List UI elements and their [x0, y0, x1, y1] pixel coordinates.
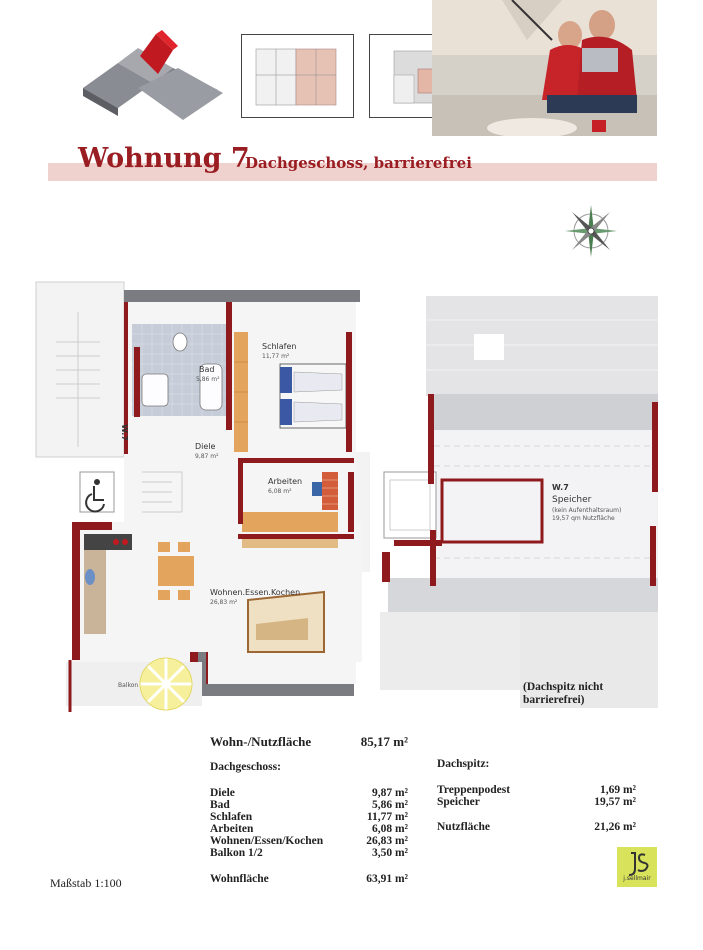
room-label-wohnen: Wohnen.Essen.Kochen — [210, 588, 301, 597]
dg-row-value: 26,83 m² — [366, 835, 408, 847]
ds-row-label: Treppenpodest — [437, 784, 511, 796]
attic-area: 19,57 qm Nutzfläche — [552, 515, 615, 522]
room-label-schlafen: Schlafen — [262, 342, 297, 351]
dg-row-label: Wohnen/Essen/Kochen — [210, 835, 324, 847]
page-subtitle: Dachgeschoss, barrierefrei — [245, 154, 472, 172]
attic-note: (kein Aufenthaltsraum) — [552, 507, 622, 514]
wohnflaeche-value: 63,91 m² — [366, 873, 408, 885]
scale-label: Maßstab 1:100 — [50, 876, 122, 890]
ds-row-value: 19,57 m² — [594, 796, 636, 808]
attic-room: Speicher — [552, 495, 592, 505]
dg-row-label: Diele — [210, 787, 235, 799]
room-label-arbeiten: Arbeiten — [268, 477, 303, 486]
logo-text: j.sellmair — [623, 875, 651, 882]
page-title: Wohnung 7 — [78, 143, 250, 174]
dg-row-label: Balkon 1/2 — [210, 847, 263, 859]
dg-row-value: 3,50 m² — [371, 847, 408, 859]
ds-heading: Dachspitz: — [437, 758, 490, 770]
ds-row-label: Speicher — [437, 796, 480, 808]
unit-tag: W.7 — [119, 424, 129, 441]
attic-unit: W.7 — [552, 483, 569, 492]
room-area-arbeiten: 6,08 m² — [268, 488, 292, 495]
dg-heading: Dachgeschoss: — [210, 761, 281, 773]
nutzflaeche-value: 21,26 m² — [594, 821, 636, 833]
dg-row-value: 5,86 m² — [371, 799, 408, 811]
room-area-diele: 9,87 m² — [195, 453, 219, 460]
wohnflaeche-label: Wohnfläche — [210, 873, 269, 885]
dg-row-label: Bad — [210, 799, 230, 811]
dg-row-label: Arbeiten — [210, 823, 254, 835]
dg-row-label: Schlafen — [210, 811, 253, 823]
room-label-bad: Bad — [199, 365, 215, 374]
room-area-bad: 5,86 m² — [196, 376, 220, 383]
dg-row-value: 6,08 m² — [371, 823, 408, 835]
nutzflaeche-label: Nutzfläche — [437, 821, 491, 833]
attic-remark: (Dachspitz nicht barrierefrei) — [523, 681, 604, 706]
company-logo — [617, 847, 657, 887]
ds-row-value: 1,69 m² — [599, 784, 636, 796]
room-area-wohnen: 26,83 m² — [210, 599, 238, 606]
room-label-balkon: Balkon — [118, 682, 139, 689]
dg-row-value: 9,87 m² — [371, 787, 408, 799]
room-area-schlafen: 11,77 m² — [262, 353, 290, 360]
room-label-diele: Diele — [195, 442, 216, 451]
total-value: 85,17 m² — [360, 734, 408, 749]
total-label: Wohn-/Nutzfläche — [210, 734, 312, 749]
dg-row-value: 11,77 m² — [366, 811, 408, 823]
